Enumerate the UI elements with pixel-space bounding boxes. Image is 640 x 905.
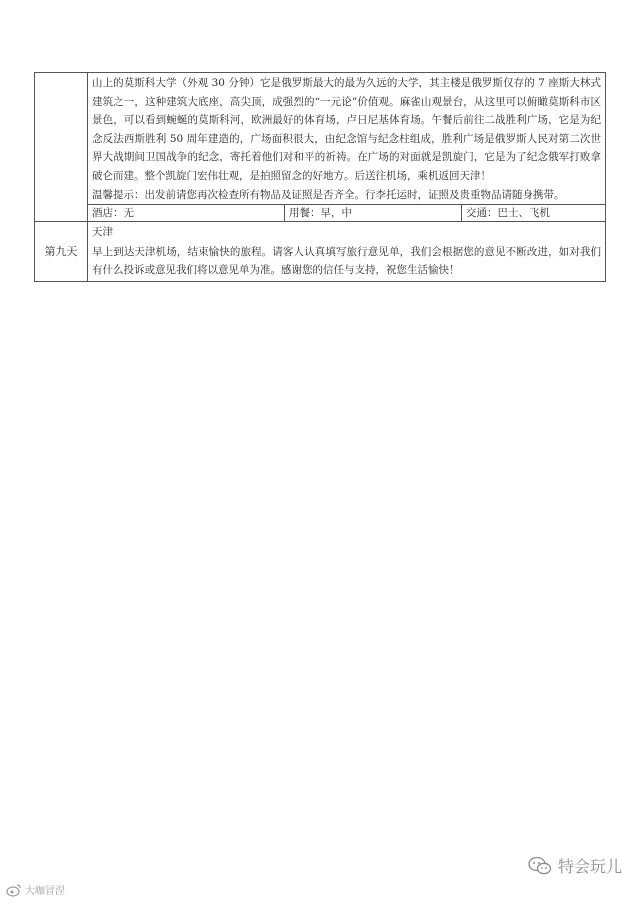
watermark-right [528,854,622,877]
watermark-right-text: 特会玩儿 [557,857,622,876]
transport-info: 交通：巴士、飞机 [466,207,550,219]
info-table [88,205,605,221]
hotel-info: 酒店：无 [88,205,285,221]
wechat-icon [528,856,552,876]
travel-tip: 温馨提示：出发前请您再次检查所有物品及证照是否齐全。行李托运时，证照及贵重物品请随身携带。 [92,189,565,201]
day-label-cell [35,73,88,222]
meals-info: 用餐：早，中 [285,205,462,221]
itinerary-table [34,72,606,282]
itinerary-row-prev-day [35,73,606,222]
weibo-icon [6,883,22,897]
day-label-cell: 第九天 [35,222,88,282]
day-description: 山上的莫斯科大学（外观 30 分钟）它是俄罗斯最大的最为久远的大学，其主楼是俄罗斯仅存的 7 座斯大林式建筑之一，这种建筑大底座，高尖顶，成强烈的“一元论”价值观。麻雀山观景台，从这里可以俯瞰莫斯科市区景色，可以看到蜿蜒的莫斯科河，欧洲最好的体育场，卢日尼基体育场。午餐后前往二战胜利广场，它是为纪念反法西斯胜利 50 周年建造的，广场面积很大，由纪念馆与纪念柱组成，胜利广场是俄罗斯人民对第二次世界大战期间卫国战争的纪念，寄托着他们对和平的祈祷。在广场的对面就是凯旋门，它是为了纪念俄军打败拿破仑而建。整个凯旋门宏伟壮观，是拍照留念的好地方。后送往机场，乘机返回天津！ [92,77,601,182]
day-city: 天津 [92,226,113,238]
itinerary-row-day9 [35,222,606,282]
info-bar [88,204,605,221]
day-description: 早上到达天津机场，结束愉快的旅程。请客人认真填写旅行意见单，我们会根据您的意见不断改进，如对我们有什么投诉或意见我们将以意见单为准。感谢您的信任与支持，祝您生活愉快！ [92,245,601,276]
day-content-cell [88,73,606,222]
watermark-left [6,882,65,897]
day-content-cell [88,222,606,282]
watermark-left-text: 大咖冒涅 [25,886,65,897]
